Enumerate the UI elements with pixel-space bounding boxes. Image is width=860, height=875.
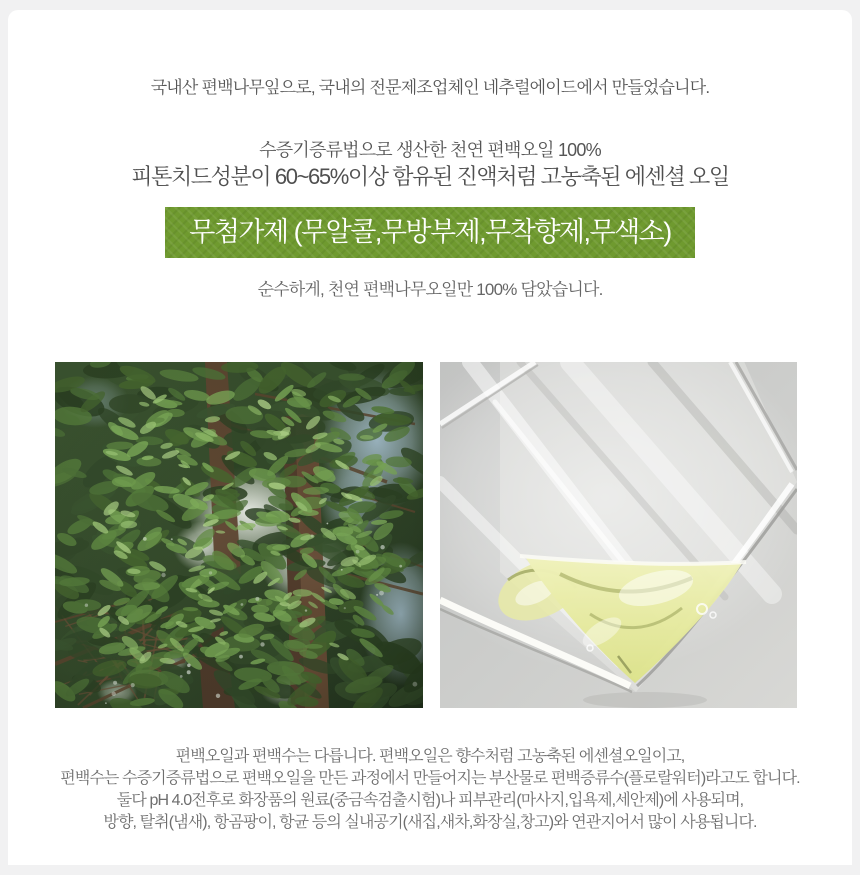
oil-vial-photo <box>440 362 797 708</box>
steam-distilled-subtitle: 수증기증류법으로 생산한 천연 편백오일 100% <box>259 140 601 160</box>
purity-line: 순수하게, 천연 편백나무오일만 100% 담았습니다. <box>257 280 603 299</box>
no-additives-banner <box>165 207 695 258</box>
description-line-3: 둘다 pH 4.0전후로 화장품의 원료(중금속검출시험)나 피부관리(마사지,입욕제,세안제)에 사용되며, <box>116 792 744 809</box>
cypress-foliage-photo <box>55 362 423 708</box>
description-line-1: 편백오일과 편백수는 다릅니다. 편백오일은 향수처럼 고농축된 에센셜오일이고, <box>175 748 685 765</box>
vial-shadow <box>583 692 707 708</box>
description-paragraph <box>8 746 852 834</box>
maker-line: 국내산 편백나무잎으로, 국내의 전문제조업체인 네추럴에이드에서 만들었습니다. <box>150 78 710 97</box>
cypress-foliage-illustration <box>55 362 423 708</box>
product-detail-card <box>8 10 852 865</box>
description-line-4: 방향, 탈취(냄새), 항곰팡이, 항균 등의 실내공기(새집,새차,화장실,창고)와 연관지어서 많이 사용됩니다. <box>103 814 757 831</box>
foliage-vignette <box>55 362 423 708</box>
no-additives-banner-label: 무첨가제 (무알콜,무방부제,무착향제,무색소) <box>189 217 671 247</box>
phytoncide-headline: 피톤치드성분이 60~65%이상 함유된 진액처럼 고농축된 에센셜 오일 <box>131 164 729 189</box>
description-line-2: 편백수는 수증기증류법으로 편백오일을 만든 과정에서 만들어지는 부산물로 편백증류수(플로랄워터)라고도 합니다. <box>60 770 800 787</box>
oil-vial-illustration <box>440 362 797 708</box>
photo-row <box>55 362 852 708</box>
